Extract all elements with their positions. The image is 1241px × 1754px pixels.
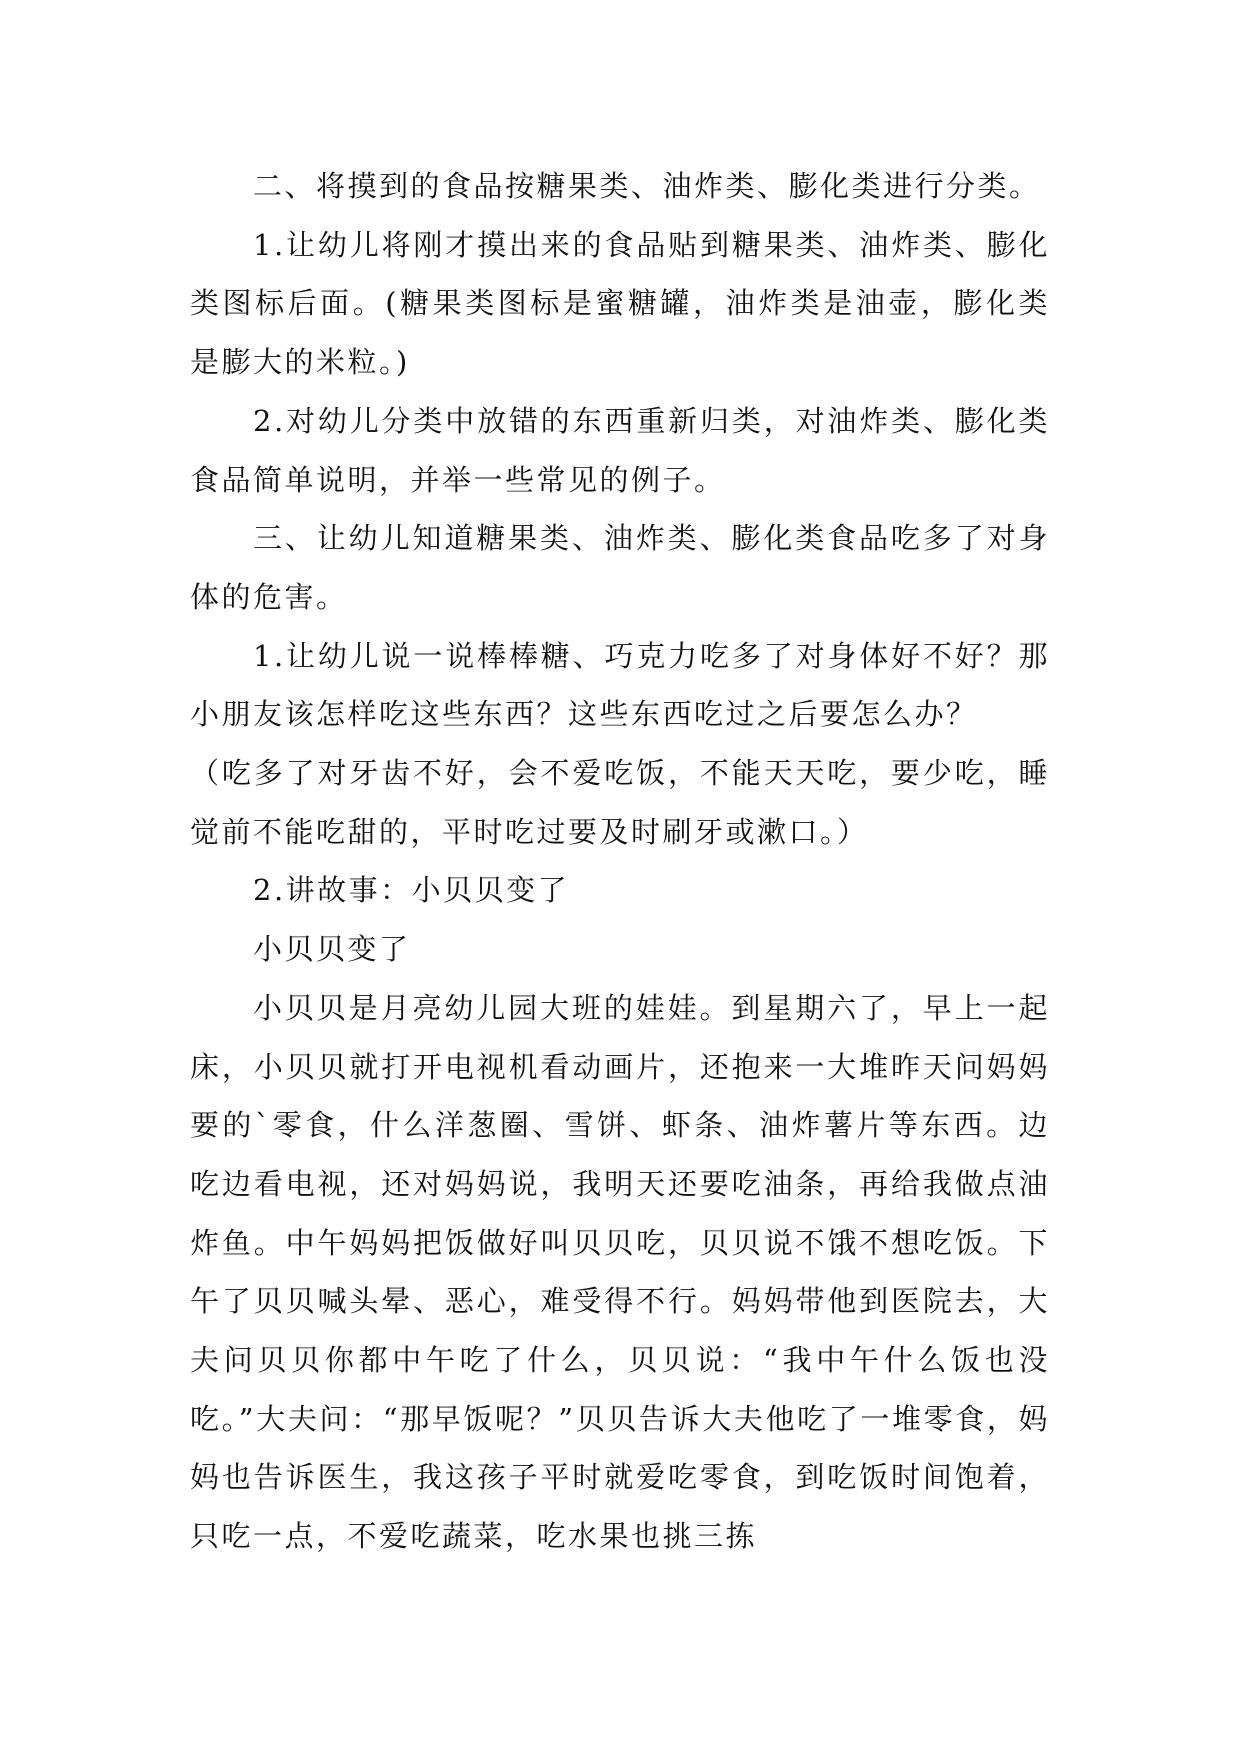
document-body bbox=[190, 157, 1050, 1566]
step-paragraph-2: 2.对幼儿分类中放错的东西重新归类，对油炸类、膨化类食品简单说明，并举一些常见的例子。 bbox=[190, 403, 1050, 497]
step-paragraph-3: 1.让幼儿说一说棒棒糖、巧克力吃多了对身体好不好？那小朋友该怎样吃这些东西？这些东西吃过之后要怎么办？ bbox=[190, 638, 1050, 732]
step-paragraph-4: 2.讲故事：小贝贝变了 bbox=[253, 873, 570, 908]
story-title: 小贝贝变了 bbox=[253, 932, 411, 967]
section-heading-3: 三、让幼儿知道糖果类、油炸类、膨化类食品吃多了对身体的危害。 bbox=[190, 521, 1050, 614]
note-paragraph: （吃多了对牙齿不好，会不爱吃饭，不能天天吃，要少吃，睡觉前不能吃甜的，平时吃过要及时刷牙或漱口。） bbox=[190, 756, 1050, 849]
story-paragraph: 小贝贝是月亮幼儿园大班的娃娃。到星期六了，早上一起床，小贝贝就打开电视机看动画片，还抱来一大堆昨天问妈妈要的`零食，什么洋葱圈、雪饼、虾条、油炸薯片等东西。边吃边看电视，还对妈妈说，我明天还要吃油条，再给我做点油炸鱼。中午妈妈把饭做好叫贝贝吃，贝贝说不饿不想吃饭。下午了贝贝喊头晕、恶心，难受得不行。妈妈带他到医院去，大夫问贝贝你都中午吃了什么，贝贝说：“我中午什么饭也没吃。”大夫问：“那早饭呢？”贝贝告诉大夫他吃了一堆零食，妈妈也告诉医生，我这孩子平时就爱吃零食，到吃饭时间饱着，只吃一点，不爱吃蔬菜，吃水果也挑三拣 bbox=[190, 990, 1050, 1554]
section-heading-2: 二、将摸到的食品按糖果类、油炸类、膨化类进行分类。 bbox=[253, 169, 1041, 203]
step-paragraph-1: 1.让幼儿将刚才摸出来的食品贴到糖果类、油炸类、膨化类图标后面。(糖果类图标是蜜糖罐，油炸类是油壶，膨化类是膨大的米粒。) bbox=[190, 227, 1050, 380]
